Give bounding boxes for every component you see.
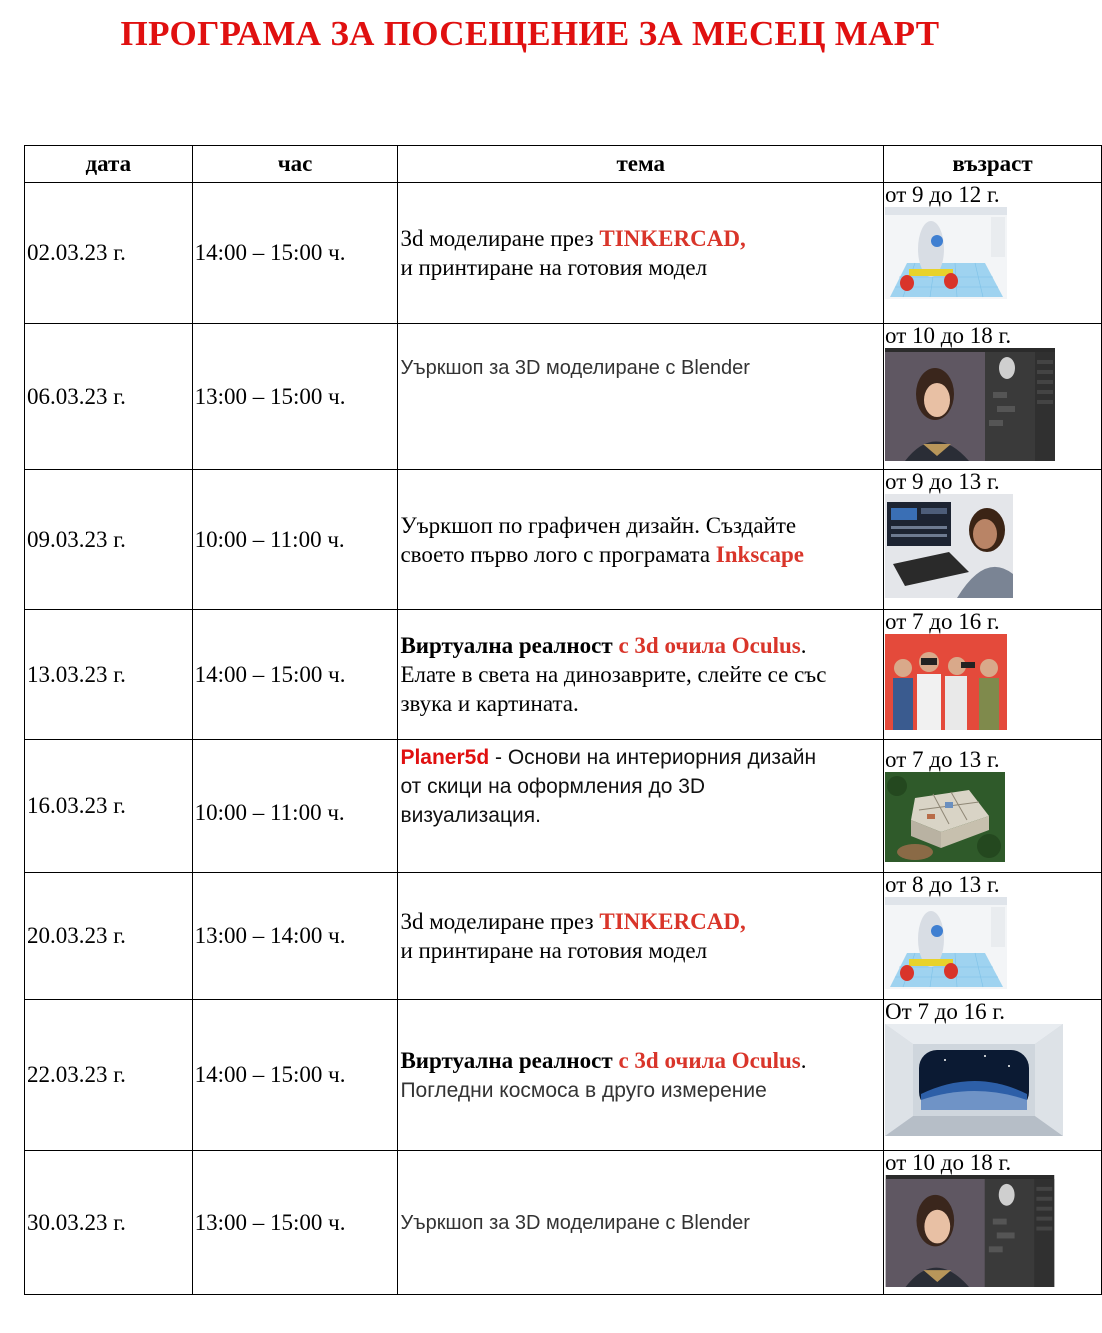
age-header: възраст <box>884 146 1102 183</box>
row-time: 13:00 – 14:00 ч. <box>192 873 398 1000</box>
row-date: 09.03.23 г. <box>25 470 193 610</box>
spaceship-window-image <box>885 1024 1101 1142</box>
age-range: от 9 до 12 г. <box>885 182 1000 207</box>
row-topic: Уъркшоп за 3D моделиране с Blender <box>398 1151 884 1295</box>
inkscape-label: Inkscape <box>715 541 804 567</box>
blender-character-image <box>885 1175 1101 1293</box>
3d-house-plan-image <box>885 772 1101 868</box>
age-range: от 10 до 18 г. <box>885 1150 1012 1175</box>
row-time: 13:00 – 15:00 ч. <box>192 324 398 470</box>
row-topic: Виртуална реалност с 3d очила Oculus. Елате в света на динозаврите, слейте се със звука и картината. <box>398 610 884 740</box>
table-row <box>25 324 1102 470</box>
table-row <box>25 470 1102 610</box>
row-time: 14:00 – 15:00 ч. <box>192 183 398 324</box>
age-range: от 10 до 18 г. <box>885 323 1012 348</box>
age-range: от 7 до 16 г. <box>885 609 1000 634</box>
row-time: 14:00 – 15:00 ч. <box>192 1000 398 1151</box>
girl-at-computer-image <box>885 494 1101 604</box>
row-date: 02.03.23 г. <box>25 183 193 324</box>
tinkercad-rocket-image <box>885 897 1101 995</box>
row-age <box>884 740 1102 873</box>
row-age <box>884 324 1102 470</box>
row-topic: Уъркшоп по графичен дизайн. Създайте своето първо лого с програмата Inkscape <box>398 470 884 610</box>
date-header: дата <box>25 146 193 183</box>
row-age <box>884 873 1102 1000</box>
oculus-label: с 3d очила Oculus <box>618 633 801 658</box>
row-date: 13.03.23 г. <box>25 610 193 740</box>
tinkercad-label: TINKERCAD, <box>599 909 746 934</box>
kids-vr-headset-image <box>885 634 1101 736</box>
blender-character-image <box>885 348 1101 467</box>
row-time: 10:00 – 11:00 ч. <box>192 740 398 873</box>
table-row <box>25 1000 1102 1151</box>
table-row <box>25 610 1102 740</box>
row-topic: Уъркшоп за 3D моделиране с Blender <box>398 324 884 470</box>
row-age <box>884 470 1102 610</box>
row-age <box>884 610 1102 740</box>
row-date: 30.03.23 г. <box>25 1151 193 1295</box>
table-row <box>25 183 1102 324</box>
table-row <box>25 1151 1102 1295</box>
planer5d-label: Planer5d <box>400 746 490 769</box>
row-time: 10:00 – 11:00 ч. <box>192 470 398 610</box>
row-date: 06.03.23 г. <box>25 324 193 470</box>
schedule-table <box>24 145 1102 1295</box>
oculus-label: с 3d очила Oculus <box>618 1047 801 1073</box>
table-row <box>25 740 1102 873</box>
table-row <box>25 873 1102 1000</box>
age-range: от 7 до 13 г. <box>885 747 1000 772</box>
row-topic: Виртуална реалност с 3d очила Oculus. Погледни космоса в друго измерение <box>398 1000 884 1151</box>
age-range: от 9 до 13 г. <box>885 469 1000 494</box>
row-age <box>884 1151 1102 1295</box>
row-time: 13:00 – 15:00 ч. <box>192 1151 398 1295</box>
age-range: От 7 до 16 г. <box>885 999 1005 1024</box>
time-header: час <box>192 146 398 183</box>
row-date: 16.03.23 г. <box>25 740 193 873</box>
tinkercad-rocket-image <box>885 207 1101 305</box>
tinkercad-label: TINKERCAD, <box>599 226 746 251</box>
row-age <box>884 183 1102 324</box>
row-topic: 3d моделиране през TINKERCAD, и принтиране на готовия модел <box>398 183 884 324</box>
row-time: 14:00 – 15:00 ч. <box>192 610 398 740</box>
row-age <box>884 1000 1102 1151</box>
page-title: ПРОГРАМА ЗА ПОСЕЩЕНИЕ ЗА МЕСЕЦ МАРТ <box>120 14 940 53</box>
table-header-row <box>25 146 1102 183</box>
topic-header: тема <box>398 146 884 183</box>
row-topic: 3d моделиране през TINKERCAD, и принтиране на готовия модел <box>398 873 884 1000</box>
age-range: от 8 до 13 г. <box>885 872 1000 897</box>
row-date: 20.03.23 г. <box>25 873 193 1000</box>
row-date: 22.03.23 г. <box>25 1000 193 1151</box>
row-topic: Planer5d - Основи на интериорния дизайн от скици на оформления до 3D визуализация. <box>398 740 884 873</box>
